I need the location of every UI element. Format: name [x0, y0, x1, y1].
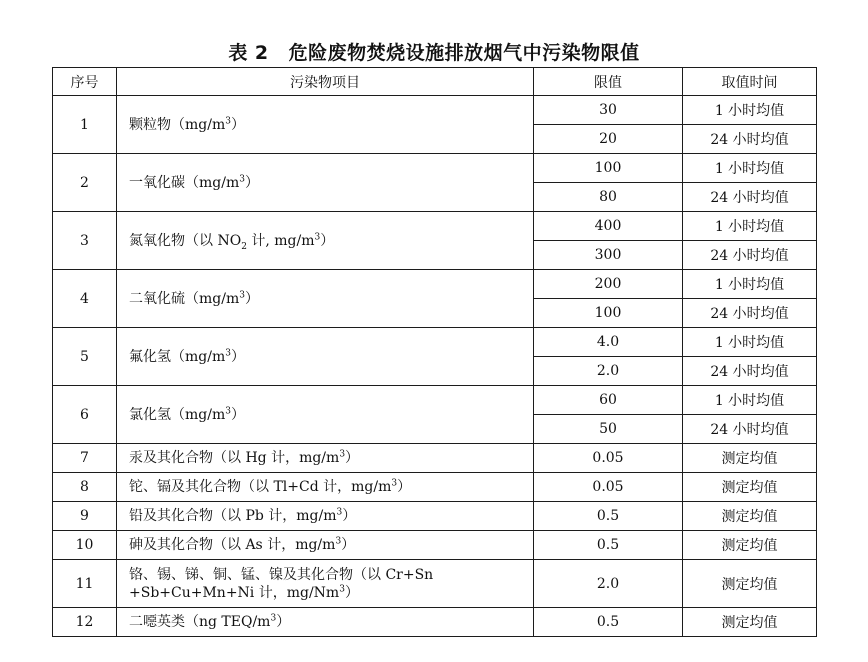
row-limit: 50 [534, 415, 683, 444]
row-limit: 0.05 [534, 444, 683, 473]
table-row [53, 531, 817, 560]
header-row [53, 68, 817, 96]
row-no: 3 [53, 212, 117, 270]
header-time: 取值时间 [683, 68, 817, 96]
row-time: 1 小时均值 [683, 328, 817, 357]
row-time: 测定均值 [683, 502, 817, 531]
row-time: 1 小时均值 [683, 96, 817, 125]
table-row [53, 608, 817, 637]
row-item: 一氧化碳$(mg/m^3)$ [117, 154, 534, 212]
table-row [53, 560, 817, 608]
row-item: 二氧化硫$(mg/m^3)$ [117, 270, 534, 328]
row-item: 氮氧化物（以 $NO_2$ 计, $mg/m^3$） [117, 212, 534, 270]
table-row [53, 502, 817, 531]
row-limit: 80 [534, 183, 683, 212]
row-item: 氟化氢$(mg/m^3)$ [117, 328, 534, 386]
row-limit: 0.5 [534, 608, 683, 637]
row-limit: 300 [534, 241, 683, 270]
row-item: 砷及其化合物（以 As 计，$mg/m^3$） [117, 531, 534, 560]
row-time: 1 小时均值 [683, 270, 817, 299]
row-item: 二噁英类（ng TEQ/$m^3$） [117, 608, 534, 637]
row-limit: 60 [534, 386, 683, 415]
row-time: 24 小时均值 [683, 357, 817, 386]
row-time: 1 小时均值 [683, 386, 817, 415]
row-no: 7 [53, 444, 117, 473]
row-item: 汞及其化合物（以 Hg 计，$mg/m^3$） [117, 444, 534, 473]
row-limit: 4.0 [534, 328, 683, 357]
table-row [53, 473, 817, 502]
table-row [53, 386, 817, 415]
row-limit: 2.0 [534, 357, 683, 386]
row-limit: 100 [534, 154, 683, 183]
table-row [53, 154, 817, 183]
table-row [53, 444, 817, 473]
table-row [53, 328, 817, 357]
row-time: 24 小时均值 [683, 241, 817, 270]
row-time: 测定均值 [683, 531, 817, 560]
row-no: 8 [53, 473, 117, 502]
table-row [53, 96, 817, 125]
row-time: 24 小时均值 [683, 415, 817, 444]
row-time: 24 小时均值 [683, 299, 817, 328]
row-no: 11 [53, 560, 117, 608]
row-limit: 0.05 [534, 473, 683, 502]
row-no: 1 [53, 96, 117, 154]
table-title-text: 危险废物焚烧设施排放烟气中污染物限值 [288, 42, 640, 64]
table-row [53, 212, 817, 241]
row-no: 10 [53, 531, 117, 560]
row-no: 4 [53, 270, 117, 328]
header-limit: 限值 [534, 68, 683, 96]
row-no: 2 [53, 154, 117, 212]
row-limit: 100 [534, 299, 683, 328]
row-item: 氯化氢$(mg/m^3)$ [117, 386, 534, 444]
row-no: 5 [53, 328, 117, 386]
row-time: 24 小时均值 [683, 125, 817, 154]
row-limit: 400 [534, 212, 683, 241]
row-no: 6 [53, 386, 117, 444]
row-item: 铬、锡、锑、铜、锰、镍及其化合物（以 Cr+Sn +Sb+Cu+Mn+Ni 计，mg/Nm$^3$） [117, 560, 534, 608]
header-no: 序号 [53, 68, 117, 96]
row-item: 铊、镉及其化合物（以 Tl+Cd 计，$mg/m^3$） [117, 473, 534, 502]
table-number: 表 2 [228, 42, 269, 64]
row-time: 测定均值 [683, 473, 817, 502]
row-time: 测定均值 [683, 444, 817, 473]
row-item: 铅及其化合物（以 Pb 计，$mg/m^3$） [117, 502, 534, 531]
row-no: 9 [53, 502, 117, 531]
row-time: 1 小时均值 [683, 212, 817, 241]
header-item: 污染物项目 [117, 68, 534, 96]
table-row [53, 270, 817, 299]
row-limit: 2.0 [534, 560, 683, 608]
row-time: 测定均值 [683, 608, 817, 637]
pollutant-limits-table [52, 67, 817, 637]
row-item: 颗粒物$(mg/m^3)$ [117, 96, 534, 154]
row-time: 24 小时均值 [683, 183, 817, 212]
row-limit: 0.5 [534, 531, 683, 560]
row-limit: 20 [534, 125, 683, 154]
row-no: 12 [53, 608, 117, 637]
row-limit: 30 [534, 96, 683, 125]
row-limit: 0.5 [534, 502, 683, 531]
table-title [0, 38, 868, 65]
row-limit: 200 [534, 270, 683, 299]
row-time: 1 小时均值 [683, 154, 817, 183]
row-time: 测定均值 [683, 560, 817, 608]
